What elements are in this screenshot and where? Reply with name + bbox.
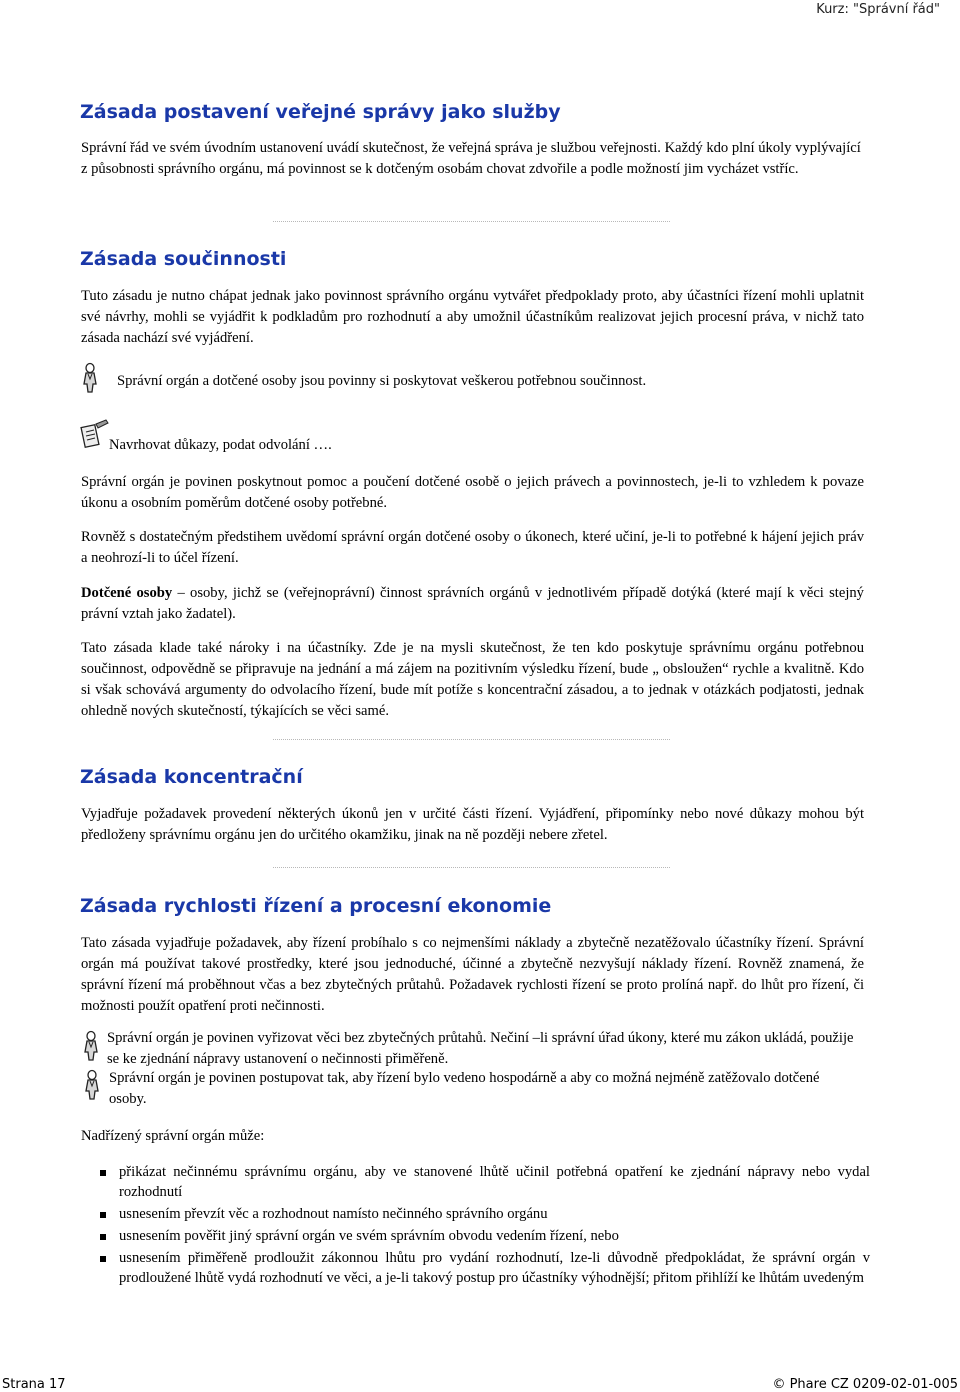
list-item: přikázat nečinnému správnímu orgánu, aby ve stanovené lhůtě učinil potřebná opatření ke zjednání nápravy nebo vydal rozhodnutí [100, 1162, 870, 1202]
notepad-icon [80, 418, 110, 455]
term-affected-persons: Dotčené osoby [81, 585, 173, 601]
definition-affected-persons: – osoby, jichž se (veřejnoprávní) činnost správních orgánů v jednotlivém případě dotýká (které mají k věci stejný právní vztah jako žadatel). [81, 585, 864, 622]
supervisor-powers-list [100, 1162, 870, 1290]
list-item: usnesením pověřit jiný správní orgán ve svém správním obvodu vedením řízení, nebo [100, 1226, 870, 1246]
heading-cooperation: Zásada součinnosti [80, 248, 287, 270]
paragraph-cooperation-intro: Tuto zásadu je nutno chápat jednak jako povinnost správního orgánu vytvářet předpoklady proto, aby účastníci řízení mohli uplatnit své návrhy, mohli se vyjádřit k podkladům pro rozhodnutí a aby umožnil účastníkům realizovat jejich procesní práva, v nichž tato zásada nachází své vyjádření. [81, 288, 864, 346]
list-item: usnesením převzít věc a rozhodnout namísto nečinného správního orgánu [100, 1204, 870, 1224]
note-cooperation-actions: Navrhovat důkazy, podat odvolání …. [109, 437, 332, 453]
page-number: Strana 17 [2, 1377, 66, 1392]
paragraph-affected-persons [81, 583, 864, 625]
note-cooperation-duty: Správní orgán a dotčené osoby jsou povinny si poskytovat veškerou potřebnou součinnost. [117, 373, 647, 389]
paragraph-concentration: Vyjadřuje požadavek provedení některých úkonů jen v určité části řízení. Vyjádření, připomínky nebo nové důkazy mohou být předloženy správnímu orgánu jen do určitého okamžiku, jinak na ně později nebere zřetel. [81, 806, 864, 843]
heading-public-service: Zásada postavení veřejné správy jako služby [80, 101, 561, 123]
list-intro: Nadřízený správní orgán může: [81, 1128, 265, 1144]
bullet-square-icon [100, 1170, 106, 1176]
paragraph-notification: Rovněž s dostatečným předstihem uvědomí správní orgán dotčené osoby o úkonech, které učiní, je-li to potřebné k hájení jejich práv a neohrozí-li to účel řízení. [81, 529, 864, 566]
paragraph-public-service: Správní řád ve svém úvodním ustanovení uvádí skutečnost, že veřejná správa je službou veřejnosti. Každý kdo plní úkoly vyplývající z působnosti správního orgánu, má povinnost se k dotčeným osobám chovat zdvořile a podle možností jim vycházet vstříc. [81, 140, 861, 177]
heading-speed-economy: Zásada rychlosti řízení a procesní ekonomie [80, 895, 552, 917]
note-economy: Správní orgán je povinen postupovat tak, aby řízení bylo vedeno hospodárně a aby co možná nejméně zatěžovalo dotčené osoby. [109, 1070, 820, 1107]
paragraph-speed-intro: Tato zásada vyjadřuje požadavek, aby řízení probíhalo s co nejmenšími náklady a zbytečně nezatěžovalo účastníky řízení. Správní orgán má používat takové prostředky, které jsou jednoduché, účinné a zbytečně nezvyšují náklady řízení. Rovněž znamená, že správní řízení má proběhnout včas a bez zbytečných průtahů. Požadavek rychlosti řízení se proto prolíná např. do lhůt pro řízení, či možnosti použít opatření proti nečinnosti. [81, 935, 864, 1014]
section-divider [273, 739, 670, 740]
bullet-square-icon [100, 1234, 106, 1240]
list-item: usnesením přiměřeně prodloužit zákonnou lhůtu pro vydání rozhodnutí, lze-li důvodně předpokládat, že správní orgán v prodloužené lhůtě vydá rozhodnutí ve věci, a je-li takový postup pro účastníky výhodnější; přitom přihlíží ke lhůtám uvedeným [100, 1248, 870, 1288]
bullet-square-icon [100, 1212, 106, 1218]
copyright: © Phare CZ 0209-02-01-005 [772, 1377, 958, 1392]
section-divider [273, 867, 670, 868]
heading-concentration: Zásada koncentrační [80, 766, 303, 788]
person-icon [79, 362, 101, 399]
person-icon [81, 1069, 103, 1106]
person-icon [80, 1030, 102, 1067]
document-header-title: Kurz: "Správní řád" [816, 2, 940, 17]
note-no-delays: Správní orgán je povinen vyřizovat věci bez zbytečných průtahů. Nečiní –li správní úřad úkony, které mu zákon ukládá, použije se ke zjednání nápravy ustanovení o nečinnosti přiměřeně. [107, 1030, 854, 1067]
section-divider [273, 221, 670, 222]
bullet-square-icon [100, 1256, 106, 1262]
paragraph-participant-demands: Tato zásada klade také nároky i na účastníky. Zde je na mysli skutečnost, že ten kdo poskytuje správnímu orgánu potřebnou součinnost, odpovědně se připravuje na jednání a má zájem na pozitivním výsledku řízení, bude „ obsloužen“ rychle a kvalitně. Kdo si však schovává argumenty do odvolacího řízení, bude mít potíže s koncentrační zásadou, a to jednak v otázkách podjatosti, jednak ohledně nových skutečností, týkajících se věci samé. [81, 640, 864, 719]
paragraph-assistance: Správní orgán je povinen poskytnout pomoc a poučení dotčené osobě o jejich právech a povinnostech, je-li to vzhledem k povaze úkonu a osobním poměrům dotčené osoby potřebné. [81, 474, 864, 511]
